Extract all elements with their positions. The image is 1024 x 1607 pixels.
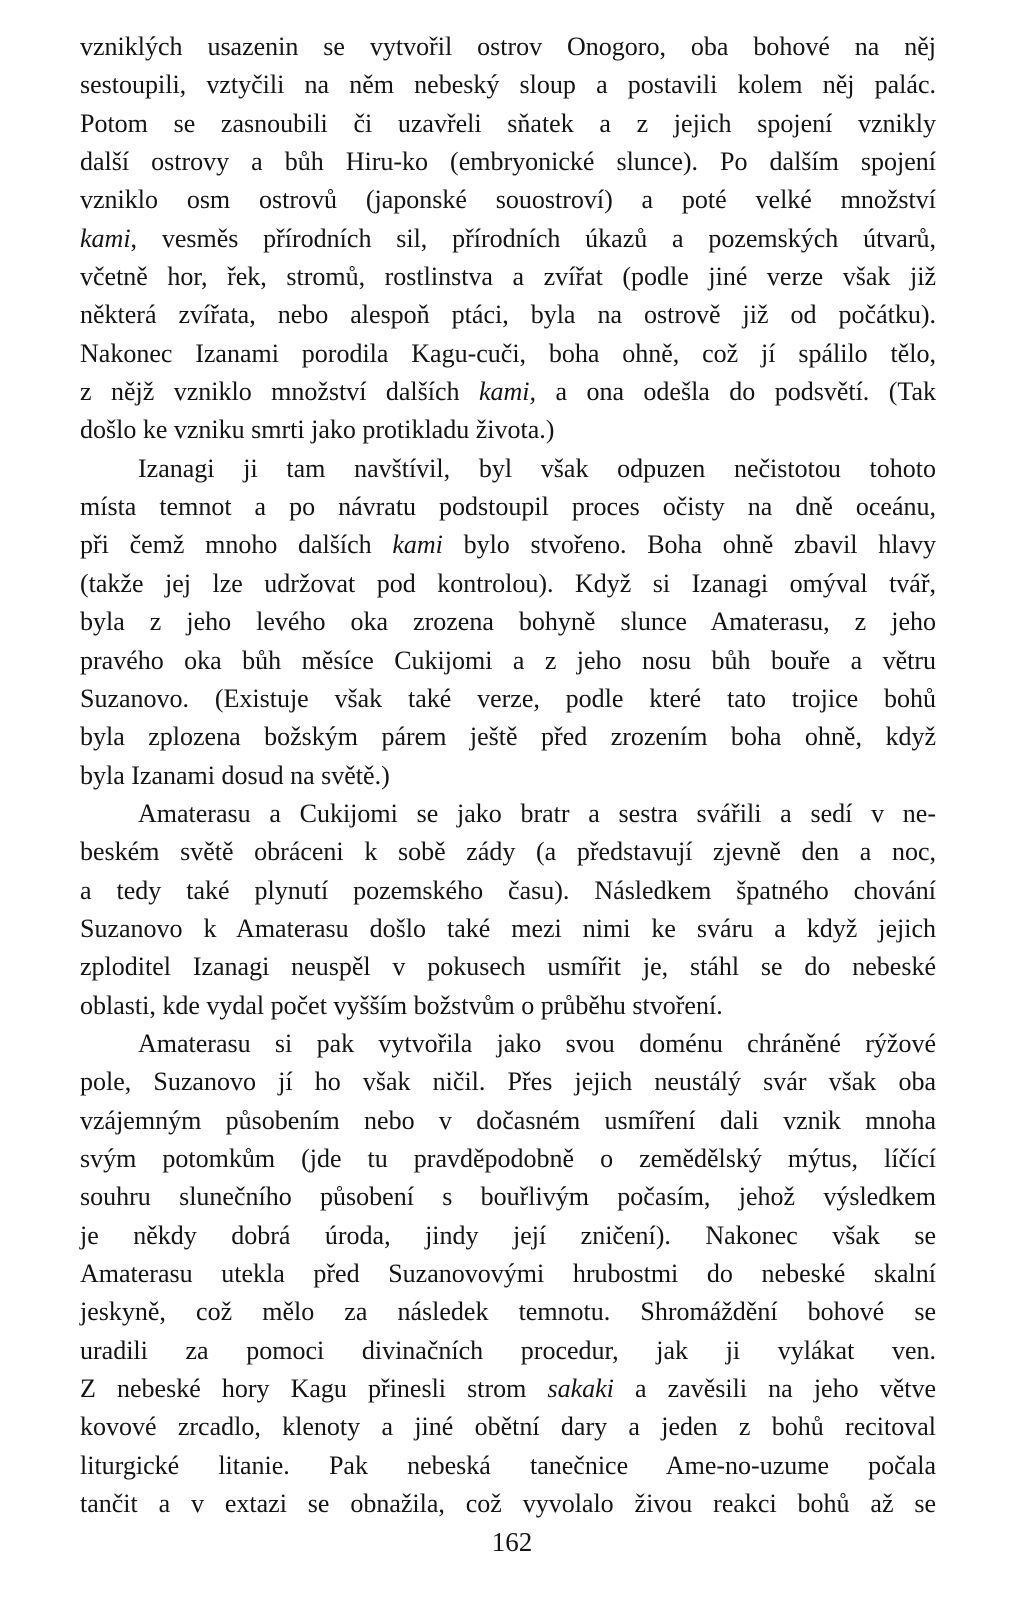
text-line: byla Izanami dosud na světě.) [80, 760, 390, 790]
text-line: (takže jej lze udržovat pod kontrolou). Když si Izanagi omýval tvář, [80, 568, 936, 598]
text-line [80, 1370, 936, 1408]
italic-term: kami [392, 530, 443, 560]
text-line: vzniklo osm ostrovů (japonské souostroví) a poté velké množství [80, 185, 936, 215]
text-line: Suzanovo. (Existuje však také verze, podle které tato trojice bohů [80, 683, 936, 713]
text-line [80, 526, 936, 564]
text-line: pole, Suzanovo jí ho však ničil. Přes jejich neustálý svár však oba [80, 1067, 936, 1097]
text-line: Potom se zasnoubili či uzavřeli sňatek a z jejich spojení vznikly [80, 108, 936, 138]
paragraph [80, 795, 936, 1025]
text-line: oblasti, kde vydal počet vyšším božstvům o průběhu stvoření. [80, 990, 723, 1020]
text-line: pravého oka bůh měsíce Cukijomi a z jeho nosu bůh bouře a větru [80, 645, 936, 675]
text-line [80, 220, 936, 258]
text-run: , vesměs přírodních sil, přírodních úkazů a pozemských útvarů, [130, 223, 936, 253]
text-line: kovové zrcadlo, klenoty a jiné obětní dary a jeden z bohů recitoval [80, 1412, 936, 1442]
text-line: tančit a v extazi se obnažila, což vyvolalo živou reakci bohů až se [80, 1489, 936, 1519]
text-line: zploditel Izanagi neuspěl v pokusech usmířit je, stáhl se do nebeské [80, 952, 936, 982]
italic-term: sakaki [547, 1374, 614, 1404]
text-line: Nakonec Izanami porodila Kagu-cuči, boha ohně, což jí spálilo tělo, [80, 338, 936, 368]
text-line: jeskyně, což mělo za následek temnotu. Shromáždění bohové se [80, 1297, 936, 1327]
page-number: 162 [491, 1527, 533, 1557]
text-line: včetně hor, řek, stromů, rostlinstva a zvířat (podle jiné verze však již [80, 262, 936, 292]
text-line: Amaterasu si pak vytvořila jako svou doménu chráněné rýžové [138, 1028, 936, 1058]
text-line: sestoupili, vztyčili na něm nebeský sloup a postavili kolem něj palác. [80, 70, 936, 100]
text-line: některá zvířata, nebo alespoň ptáci, byla na ostrově již od počátku). [80, 300, 936, 330]
page-body [80, 28, 936, 1523]
text-line: beském světě obráceni k sobě zády (a představují zjevně den a noc, [80, 837, 936, 867]
text-line: svým potomkům (jde tu pravděpodobně o zemědělský mýtus, líčící [80, 1143, 936, 1173]
text-line: Amaterasu utekla před Suzanovovými hrubostmi do nebeské skalní [80, 1259, 936, 1288]
text-run: a zavěsili na jeho větve [613, 1374, 936, 1404]
text-run: při čemž mnoho dalších [80, 530, 393, 560]
text-line: je někdy dobrá úroda, jindy její zničení). Nakonec však se [80, 1220, 936, 1250]
italic-term: kami, [478, 377, 537, 407]
text-run: a ona odešla do podsvětí. (Tak [536, 377, 937, 407]
italic-term: kami [80, 223, 131, 253]
text-line: vzniklých usazenin se vytvořil ostrov Onogoro, oba bohové na něj [80, 32, 936, 61]
text-line: došlo ke vzniku smrti jako protikladu života.) [80, 415, 555, 445]
text-line: uradili za pomoci divinačních procedur, jak ji vylákat ven. [80, 1335, 936, 1365]
text-line: Amaterasu a Cukijomi se jako bratr a sestra svářili a sedí v ne- [138, 798, 936, 828]
text-line: vzájemným působením nebo v dočasném usmíření dali vznik mnoha [80, 1105, 936, 1135]
text-line: a tedy také plynutí pozemského času). Následkem špatného chování [80, 875, 936, 905]
text-line: liturgické litanie. Pak nebeská tanečnice Ame-no-uzume počala [80, 1450, 936, 1480]
text-line: souhru slunečního působení s bouřlivým počasím, jehož výsledkem [80, 1182, 936, 1212]
text-line: byla z jeho levého oka zrozena bohyně slunce Amaterasu, z jeho [80, 607, 936, 637]
text-line: místa temnot a po návratu podstoupil proces očisty na dně oceánu, [80, 492, 936, 522]
paragraph [80, 28, 936, 450]
text-line [80, 373, 936, 411]
text-run: z nějž vzniklo množství dalších [80, 377, 479, 407]
paragraph [80, 450, 936, 795]
text-line: byla zplozena božským párem ještě před zrozením boha ohně, když [80, 722, 936, 752]
text-line: další ostrovy a bůh Hiru-ko (embryonické slunce). Po dalším spojení [80, 147, 936, 177]
text-line: Izanagi ji tam navštívil, byl však odpuzen nečistotou tohoto [138, 453, 936, 483]
text-line: Suzanovo k Amaterasu došlo také mezi nimi ke sváru a když jejich [80, 913, 936, 943]
text-run: bylo stvořeno. Boha ohně zbavil hlavy [442, 530, 936, 560]
paragraph [80, 1025, 936, 1523]
text-run: Z nebeské hory Kagu přinesli strom [80, 1374, 548, 1404]
